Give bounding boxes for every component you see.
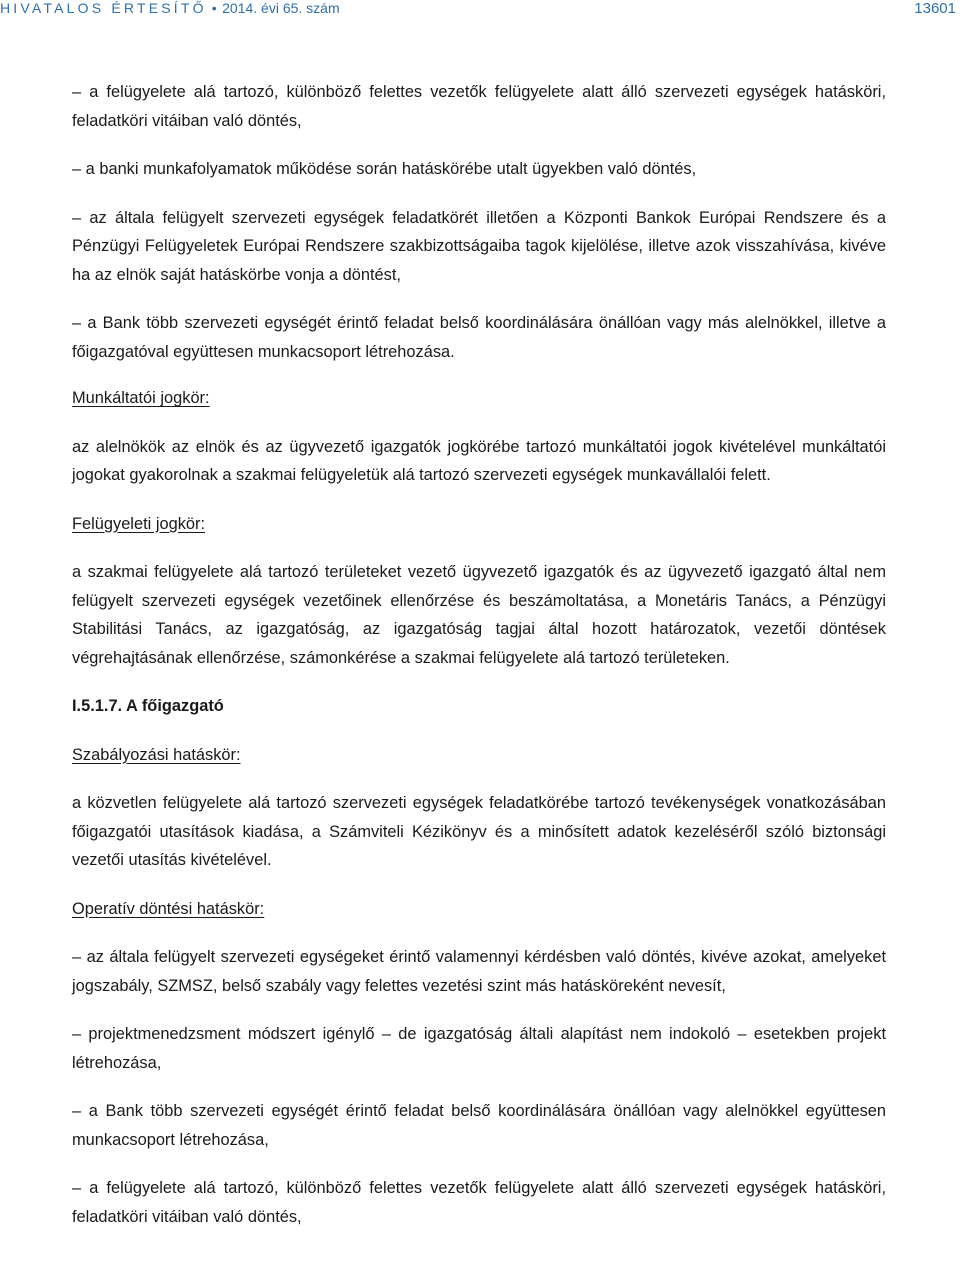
header-separator: • — [211, 0, 218, 16]
paragraph-dispute-decision: – a felügyelete alá tartozó, különböző felettes vezetők felügyelete alatt álló szervezeti egységek hatásköri, feladatköri vitáiban való döntés, — [72, 83, 886, 130]
paragraph-regulatory: a közvetlen felügyelete alá tartozó szervezeti egységek feladatkörébe tartozó tevékenységek vonatkozásában főigazgatói utasítások kiadása, a Számviteli Kézikönyv és a minősített adatok kezeléséről szóló biztonsági vezetői utasítás kivételével. — [72, 794, 886, 869]
issue-info: 2014. évi 65. szám — [222, 0, 340, 16]
page-header — [0, 0, 960, 22]
publication-title: HIVATALOS ÉRTESÍTŐ — [0, 0, 207, 16]
subheading-employer-authority: Munkáltatói jogkör: — [72, 389, 210, 407]
page-number: 13601 — [914, 0, 956, 17]
paragraph-working-group-2: – a Bank több szervezeti egységét érintő feladat belső koordinálására önállóan vagy alelnökkel együttesen munkacsoport létrehozása, — [72, 1102, 886, 1149]
paragraph-committee-nomination: – az általa felügyelt szervezeti egységek feladatkörét illetően a Központi Bankok Európai Rendszere és a Pénzügyi Felügyeletek Európai Rendszere szakbizottságaiba tagok kijelölése, illetve azok visszahívása, kivéve ha az elnök saját hatáskörbe vonja a döntést, — [72, 208, 886, 284]
document-body — [72, 78, 886, 1251]
paragraph-banking-processes: – a banki munkafolyamatok működése során hatáskörébe utalt ügyekben való döntés, — [72, 160, 697, 178]
subheading-supervisory-authority: Felügyeleti jogkör: — [72, 514, 206, 533]
paragraph-dispute-decision-2: – a felügyelete alá tartozó, különböző felettes vezetők felügyelete alatt álló szervezeti egységek hatásköri, feladatköri vitáiban való döntés, — [72, 1179, 886, 1226]
paragraph-supervision: a szakmai felügyelete alá tartozó területeket vezető ügyvezető igazgatók és az ügyvezető igazgató által nem felügyelt szervezeti egységek vezetőinek ellenőrzése és beszámoltatása, a Monetáris Tanács, a Pénzügyi Stabilitási Tanács, az igazgatóság, az igazgatóság tagjai által hozott határozatok, vezetői döntések végrehajtásának ellenőrzése, számonkérése a szakmai felügyelete alá tartozó területeken. — [72, 563, 886, 667]
subheading-regulatory-authority: Szabályozási hatáskör: — [72, 745, 241, 764]
paragraph-employer-rights: az alelnökök az elnök és az ügyvezető igazgatók jogkörébe tartozó munkáltatói jogok kivételével munkáltatói jogokat gyakorolnak a szakmai felügyeletük alá tartozó szervezeti egységek munkavállalói felett. — [72, 437, 886, 484]
paragraph-working-group: – a Bank több szervezeti egységét érintő feladat belső koordinálására önállóan vagy más alelnökkel, illetve a főigazgatóval együttesen munkacsoport létrehozása. — [72, 314, 886, 361]
running-head — [0, 0, 340, 16]
section-heading-director-general: I.5.1.7. A főigazgató — [72, 697, 224, 715]
subheading-operative-authority: Operatív döntési hatáskör: — [72, 899, 265, 918]
paragraph-operative-decisions: – az általa felügyelt szervezeti egységeket érintő valamennyi kérdésben való döntés, kivéve azokat, amelyeket jogszabály, SZMSZ, belső szabály vagy felettes vezetési szint más hatásköreként nevesít, — [72, 948, 886, 995]
paragraph-project-creation: – projektmenedzsment módszert igénylő – de igazgatóság általi alapítást nem indokoló – esetekben projekt létrehozása, — [72, 1025, 886, 1072]
